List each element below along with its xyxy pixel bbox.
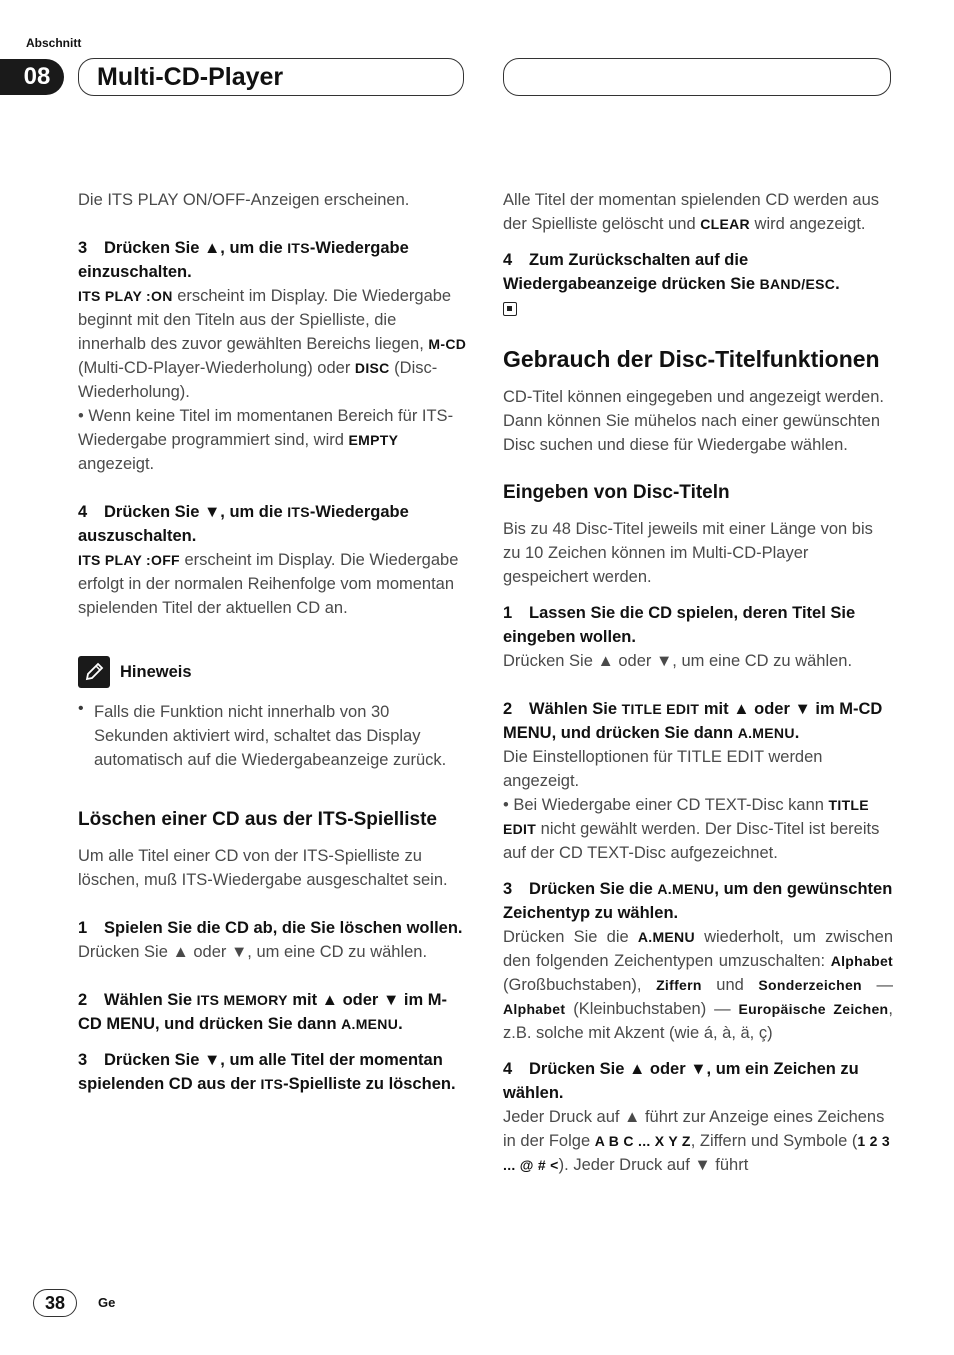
body-text: wird angezeigt. [749, 215, 866, 233]
delete-step-3 [78, 1048, 468, 1096]
page-number: 38 [33, 1289, 77, 1317]
step-text: , um den gewünschten Zeichentyp zu wählen. [503, 880, 893, 922]
body-text: Wenn keine Titel im momentanen Bereich für ITS-Wiedergabe programmiert sind, wird [78, 407, 454, 449]
step-text: Spielen Sie die CD ab, die Sie löschen wollen. [104, 919, 463, 937]
disc-intro: CD-Titel können eingegeben und angezeigt werden. Dann können Sie mühelos nach einer gewünschten Disc suchen und diese für Wiedergabe wählen. [503, 388, 884, 454]
code-its-memory: ITS MEMORY [196, 992, 288, 1008]
body-text: (Großbuchstaben), [503, 976, 657, 994]
language-code: Ge [98, 1295, 116, 1310]
enter-step-1 [503, 601, 893, 649]
delete-step-1 [78, 916, 468, 940]
enter-intro: Bis zu 48 Disc-Titel jeweils mit einer Länge von bis zu 10 Zeichen können im Multi-CD-Player gespeichert werden. [503, 520, 873, 586]
delete-step-2 [78, 988, 468, 1036]
step-number: 4 [78, 503, 88, 521]
code-band-esc: BAND/ESC [759, 276, 836, 292]
note-title: Hineweis [120, 662, 192, 681]
step-text: Lassen Sie die CD spielen, deren Titel Sie eingeben wollen. [503, 604, 856, 646]
step-text: -Wiedergabe einzuschalten. [78, 239, 409, 281]
body-text: (Multi-CD-Player-Wiederholung) oder [78, 359, 355, 377]
code-clear: CLEAR [700, 216, 750, 232]
enter-step-2 [503, 697, 893, 745]
step-text: . [794, 724, 800, 742]
section-heading-enter: Eingeben von Disc-Titeln [503, 482, 730, 503]
code-disc: DISC [354, 360, 390, 376]
step-text: -Spielliste zu löschen. [283, 1075, 456, 1093]
body-text: Alle Titel der momentan spielenden CD werden aus der Spielliste gelöscht und [503, 191, 880, 233]
step-text: mit ▲ oder ▼ im M-CD MENU, und drücken Sie dann [78, 991, 447, 1033]
body-text: erscheint im Display. Die Wiedergabe beginnt mit den Titeln aus der Spielliste, die innerhalb des zuvor gewählten Bereichs liegen, [78, 287, 452, 353]
code-amenu: A.MENU [341, 1016, 399, 1032]
chapter-number-badge: 08 [0, 59, 64, 95]
right-column [503, 188, 893, 1177]
its-display-note: Die ITS PLAY ON/OFF-Anzeigen erscheinen. [78, 191, 410, 209]
section-label: Abschnitt [26, 36, 82, 50]
code-amenu: A.MENU [657, 881, 715, 897]
pencil-note-icon [78, 656, 110, 688]
note-bullet [78, 700, 468, 772]
step-text: Wählen Sie [529, 700, 622, 718]
step-4-heading [78, 500, 468, 548]
step-3-body [78, 284, 468, 404]
body-text: — [861, 976, 893, 994]
body-text: Bei Wiedergabe einer CD TEXT-Disc kann [508, 796, 829, 814]
code-its-play-off: ITS PLAY :OFF [78, 552, 180, 568]
code-its: ITS [260, 1076, 284, 1092]
step-number: 1 [78, 919, 88, 937]
body-text: Drücken Sie die [503, 928, 638, 946]
delete-intro: Um alle Titel einer CD von der ITS-Spielliste zu löschen, muß ITS-Wiedergabe ausgeschaltet sein. [78, 847, 448, 889]
step-text: . [835, 275, 840, 293]
body-text: Jeder Druck auf ▲ führt zur Anzeige eines Zeichens in der Folge [503, 1108, 885, 1150]
end-of-section-icon [503, 302, 517, 316]
step-3-heading [78, 236, 468, 284]
step-number: 3 [78, 239, 88, 257]
delete-step-1-body: Drücken Sie ▲ oder ▼, um eine CD zu wählen. [78, 943, 428, 961]
step-number: 1 [503, 604, 513, 622]
step-text: Drücken Sie ▼, um alle Titel der momentan spielenden CD aus der [78, 1051, 443, 1093]
step-number: 3 [503, 880, 513, 898]
section-heading-delete: Löschen einer CD aus der ITS-Spielliste [78, 809, 437, 830]
code-alphabet-sequence: A B C ... X Y Z [594, 1133, 691, 1149]
code-sonderzeichen: Sonderzeichen [758, 977, 862, 993]
step-text: Drücken Sie ▲, um die [104, 239, 288, 257]
bullet-dot: • [78, 407, 84, 425]
section-heading-disc-title: Gebrauch der Disc-Titelfunktionen [503, 346, 880, 372]
clear-note [503, 188, 893, 236]
step-number: 2 [78, 991, 88, 1009]
header-right-box [503, 58, 891, 96]
step-number: 4 [503, 1060, 513, 1078]
bullet-dot: • [503, 796, 509, 814]
enter-step-4 [503, 1057, 893, 1105]
code-its-play-on: ITS PLAY :ON [78, 288, 173, 304]
body-text: und [701, 976, 759, 994]
code-title-edit: TITLE EDIT [621, 701, 700, 717]
step-number: 3 [78, 1051, 88, 1069]
step-text: Wählen Sie [104, 991, 197, 1009]
body-text: wiederholt, um zwischen den folgenden Zeichentypen umzuschalten: [503, 928, 894, 970]
chapter-title-text: Multi-CD-Player [97, 62, 284, 91]
code-its: ITS [287, 240, 310, 256]
body-text: (Disc-Wiederholung). [78, 359, 438, 401]
code-europaeische-zeichen: Europäische Zeichen [738, 1001, 889, 1017]
code-its: ITS [287, 504, 310, 520]
body-text: (Kleinbuchstaben) — [565, 1000, 739, 1018]
body-text: , z.B. solche mit Akzent (wie á, à, ä, ç) [503, 1000, 893, 1042]
step-4-body [78, 548, 468, 620]
body-text: erscheint im Display. Die Wiedergabe erfolgt in der normalen Reihenfolge vom momentan spielenden Titel der aktuellen CD an. [78, 551, 459, 617]
code-empty: EMPTY [348, 432, 399, 448]
enter-step-3-body [503, 925, 893, 1045]
step-text: -Wiedergabe auszuschalten. [78, 503, 409, 545]
note-header [78, 656, 468, 688]
step-number: 4 [503, 251, 513, 269]
right-step-4 [503, 248, 893, 296]
step-number: 2 [503, 700, 513, 718]
enter-step-2-body: Die Einstelloptionen für TITLE EDIT werden angezeigt. [503, 748, 823, 790]
step-3-bullet [78, 404, 468, 476]
bullet-dot: • [78, 700, 84, 717]
enter-step-1-body: Drücken Sie ▲ oder ▼, um eine CD zu wählen. [503, 652, 853, 670]
step-text: Drücken Sie ▼, um die [104, 503, 288, 521]
code-amenu: A.MENU [637, 929, 695, 945]
body-text: angezeigt. [78, 455, 155, 473]
code-mcd: M-CD [428, 336, 467, 352]
code-alphabet: Alphabet [830, 953, 893, 969]
body-text: ). Jeder Druck auf ▼ führt [558, 1156, 749, 1174]
code-ziffern: Ziffern [656, 977, 702, 993]
step-text: . [398, 1015, 403, 1033]
note-text: Falls die Funktion nicht innerhalb von 30 Sekunden aktiviert wird, schaltet das Display automatisch auf die Wiedergabeanzeige zurück. [94, 703, 447, 769]
code-alphabet: Alphabet [503, 1001, 566, 1017]
body-text: nicht gewählt werden. Der Disc-Titel ist bereits auf der CD TEXT-Disc aufgezeichnet. [503, 820, 880, 862]
enter-step-3 [503, 877, 893, 925]
step-text: mit ▲ oder ▼ im M-CD MENU, und drücken Sie dann [503, 700, 883, 742]
step-text: Zum Zurückschalten auf die Wiedergabeanzeige drücken Sie [503, 251, 760, 293]
left-column [78, 188, 468, 1096]
chapter-title [78, 58, 464, 96]
code-symbol-sequence: 1 2 3 ... @ # < [503, 1133, 891, 1173]
enter-step-2-bullet [503, 793, 893, 865]
enter-step-4-body [503, 1105, 893, 1177]
code-amenu: A.MENU [737, 725, 795, 741]
step-text: Drücken Sie ▲ oder ▼, um ein Zeichen zu wählen. [503, 1060, 859, 1102]
step-text: Drücken Sie die [529, 880, 658, 898]
body-text: , Ziffern und Symbole ( [690, 1132, 858, 1150]
code-title-edit: TITLE EDIT [503, 797, 869, 837]
